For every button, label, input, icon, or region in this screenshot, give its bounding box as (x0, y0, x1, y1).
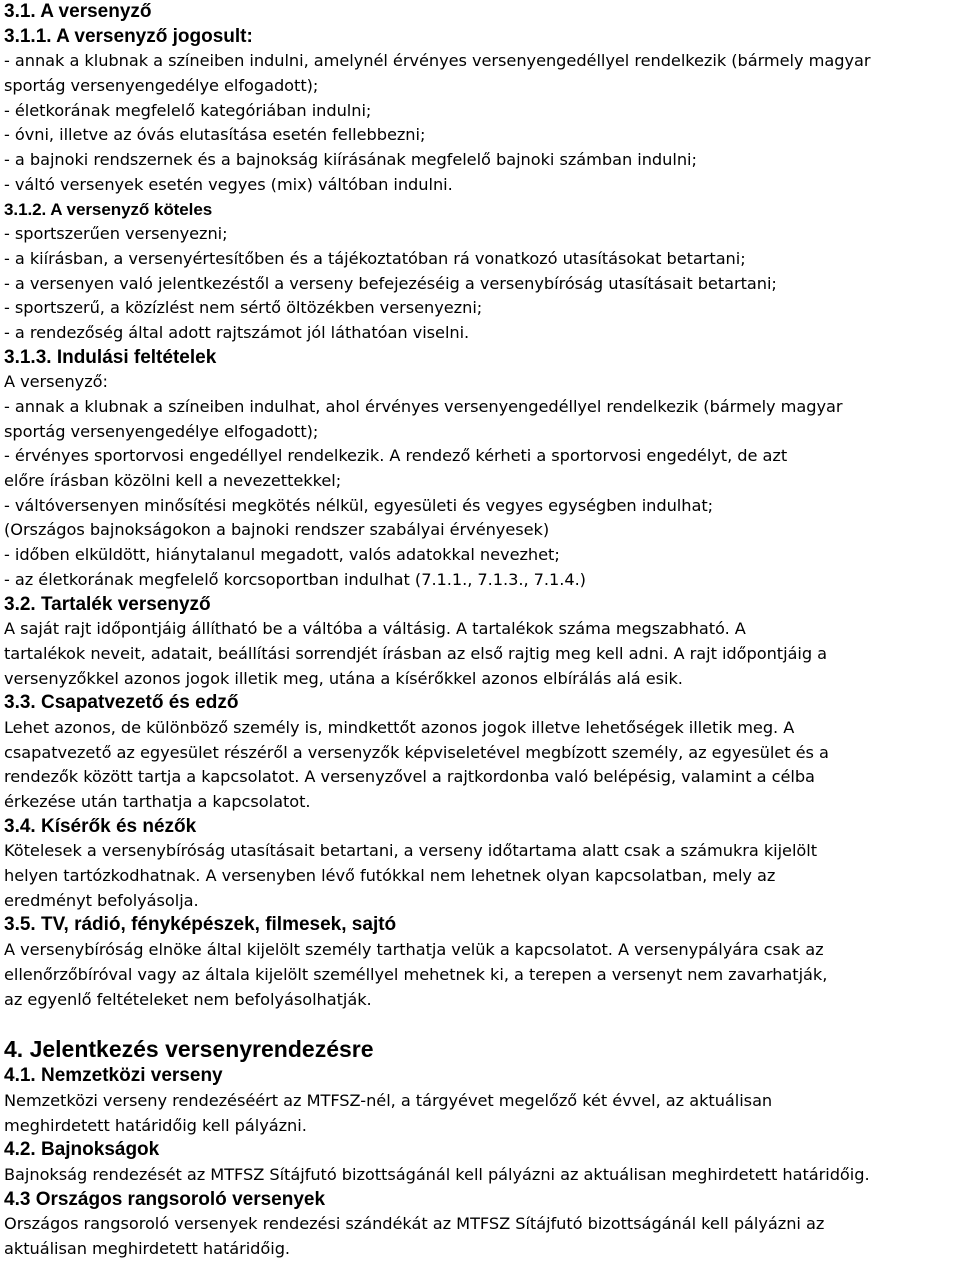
body-text-line: - a kiírásban, a versenyértesítőben és a tájékoztatóban rá vonatkozó utasításokat betartani; (4, 248, 746, 268)
body-text-line: A versenyző: (4, 372, 108, 392)
body-text-line: Országos rangsoroló versenyek rendezési szándékát az MTFSZ Sítájfutó bizottságánál kell pályázni az (4, 1214, 825, 1234)
body-text-line: Lehet azonos, de különböző személy is, mindkettőt azonos jogok illetve lehetőségek illetik meg. A (4, 717, 795, 737)
body-text-line: Bajnokság rendezését az MTFSZ Sítájfutó bizottságánál kell pályázni az aktuálisan meghirdetett határidőig. (4, 1164, 870, 1184)
body-text-line: A versenybíróság elnöke által kijelölt személy tarthatja velük a kapcsolatot. A versenypályára csak az (4, 940, 824, 960)
subsection-heading-text: 3.1.2. A versenyző köteles (4, 199, 213, 219)
section-spacer (4, 1012, 960, 1035)
body-text-line: - óvni, illetve az óvás elutasítása esetén fellebbezni; (4, 125, 426, 145)
heading-3-4: 3.4. Kísérők és nézők (4, 815, 197, 837)
body-text-line: előre írásban közölni kell a nevezettekkel; (4, 471, 342, 491)
body-text-line: - a bajnoki rendszernek és a bajnokság kiírásának megfelelő bajnoki számban indulni; (4, 150, 697, 170)
body-text-line: ellenőrzőbíróval vagy az általa kijelölt személlyel mehetnek ki, a terepen a versenyt nem zavarhatják, (4, 964, 828, 984)
body-text-line: (Országos bajnokságokon a bajnoki rendszer szabályai érvényesek) (4, 520, 550, 540)
body-text-line: - sportszerűen versenyezni; (4, 224, 228, 244)
body-text-line: - életkorának megfelelő kategóriában indulni; (4, 100, 372, 120)
body-text-line: érkezése után tarthatja a kapcsolatot. (4, 792, 311, 811)
heading-3-1-2 (4, 198, 960, 223)
body-text-line: csapatvezető az egyesület részéről a versenyzők képviseletével megbízott személy, az egyesület és a (4, 742, 829, 762)
body-text-line: rendezők között tartja a kapcsolatot. A versenyzővel a rajtkordonba való belépésig, valamint a célba (4, 767, 815, 787)
heading-3-1-1: 3.1.1. A versenyző jogosult: (4, 25, 253, 47)
body-text-line: - sportszerű, a közízlést nem sértő öltözékben versenyezni; (4, 298, 483, 318)
heading-4-3: 4.3 Országos rangsoroló versenyek (4, 1188, 326, 1210)
body-text-line: A saját rajt időpontjáig állítható be a váltóba a váltásig. A tartalékok száma megszabható. A (4, 619, 746, 639)
body-text-line: - a rendezőség által adott rajtszámot jól láthatóan viselni. (4, 322, 470, 342)
body-text-line: - az életkorának megfelelő korcsoportban indulhat (7.1.1., 7.1.3., 7.1.4.) (4, 569, 586, 589)
body-text-line: helyen tartózkodhatnak. A versenyben lévő futókkal nem lehetnek olyan kapcsolatban, mely az (4, 866, 776, 886)
heading-4: 4. Jelentkezés versenyrendezésre (4, 1036, 374, 1063)
body-text-line: - időben elküldött, hiánytalanul megadott, valós adatokkal nevezhet; (4, 545, 560, 565)
body-text-line: sportág versenyengedélye elfogadott); (4, 76, 319, 96)
body-text-line: Nemzetközi verseny rendezéséért az MTFSZ-nél, a tárgyévet megelőző két évvel, az aktuálisan (4, 1090, 773, 1110)
body-text-line: Kötelesek a versenybíróság utasításait betartani, a verseny időtartama alatt csak a számukra kijelölt (4, 841, 818, 861)
heading-3-1: 3.1. A versenyző (4, 1, 152, 22)
heading-3-3: 3.3. Csapatvezető és edző (4, 692, 239, 714)
heading-3-1-3: 3.1.3. Indulási feltételek (4, 346, 217, 368)
body-text-line: - a versenyen való jelentkezéstől a verseny befejezéséig a versenybíróság utasításait betartani; (4, 273, 777, 293)
heading-4-2: 4.2. Bajnokságok (4, 1139, 160, 1161)
body-text-line: - annak a klubnak a színeiben indulni, amelynél érvényes versenyengedéllyel rendelkezik (bármely magyar (4, 51, 871, 71)
body-text-line: - érvényes sportorvosi engedéllyel rendelkezik. A rendező kérheti a sportorvosi engedélyt, de azt (4, 446, 788, 466)
body-text-line: - váltóversenyen minősítési megkötés nélkül, egyesületi és vegyes egységben indulhat; (4, 495, 714, 515)
body-text-line: az egyenlő feltételeket nem befolyásolhatják. (4, 989, 372, 1009)
body-text-line: aktuálisan meghirdetett határidőig. (4, 1239, 291, 1258)
body-text-line: - váltó versenyek esetén vegyes (mix) váltóban indulni. (4, 174, 453, 194)
heading-4-1: 4.1. Nemzetközi verseny (4, 1065, 223, 1087)
body-text-line: meghirdetett határidőig kell pályázni. (4, 1115, 307, 1135)
body-text-line: - annak a klubnak a színeiben indulhat, ahol érvényes versenyengedéllyel rendelkezik (bármely magyar (4, 397, 843, 416)
body-text-line: versenyzőkkel azonos jogok illetik meg, utána a kísérőkkel azonos elbírálás alá esik. (4, 668, 683, 688)
heading-3-2: 3.2. Tartalék versenyző (4, 593, 211, 615)
heading-3-5: 3.5. TV, rádió, fényképészek, filmesek, sajtó (4, 914, 397, 936)
body-text-line: eredményt befolyásolja. (4, 890, 199, 910)
body-text-line: sportág versenyengedélye elfogadott); (4, 421, 319, 441)
body-text-line: tartalékok neveit, adatait, beállítási sorrendjét írásban az első rajtig meg kell adni. A rajt időpontjáig a (4, 643, 828, 663)
